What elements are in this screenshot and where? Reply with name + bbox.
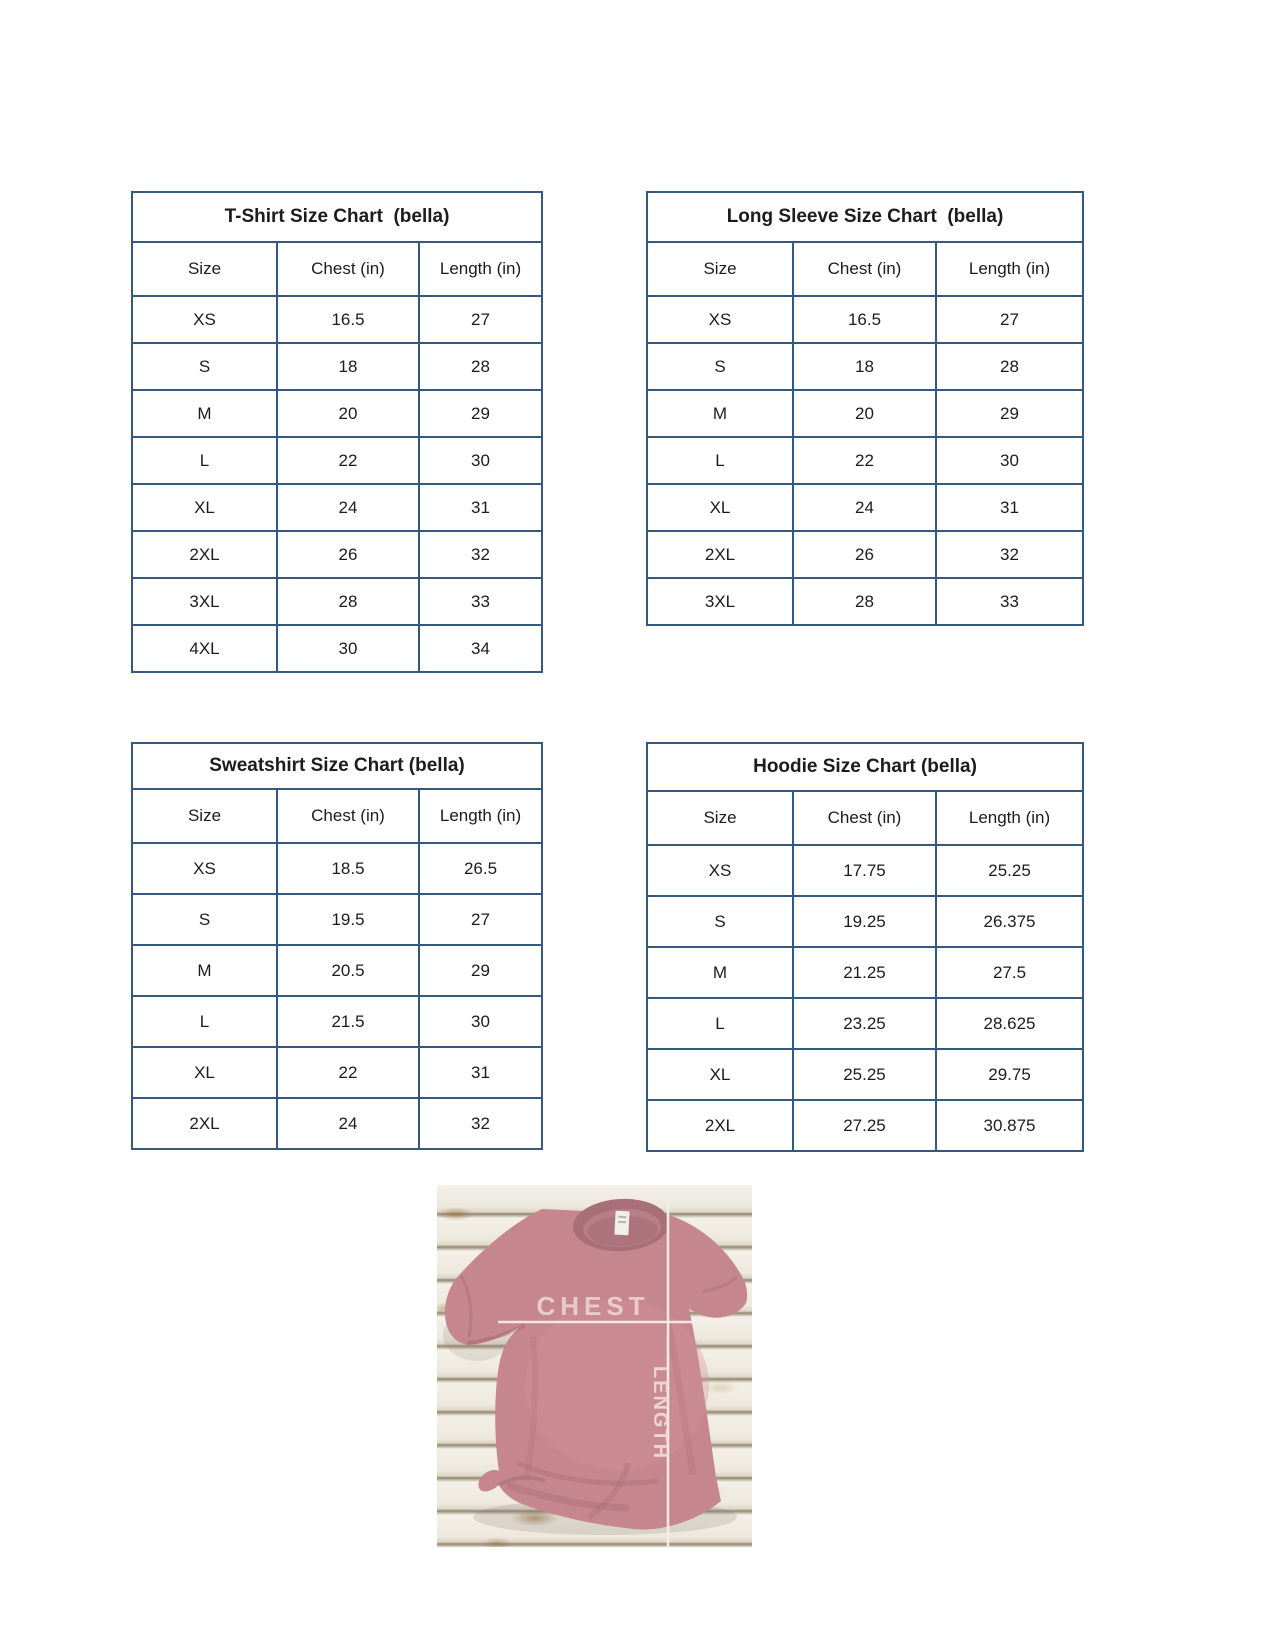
chest-cell: 21.25: [793, 947, 936, 998]
length-cell: 29: [419, 390, 542, 437]
size-cell: 2XL: [647, 1100, 793, 1151]
table-row: [132, 343, 542, 390]
chest-cell: 23.25: [793, 998, 936, 1049]
size-cell: L: [647, 998, 793, 1049]
column-header: Length (in): [936, 791, 1083, 845]
chest-cell: 24: [277, 1098, 419, 1149]
length-cell: 25.25: [936, 845, 1083, 896]
table-row: [647, 1100, 1083, 1151]
chest-cell: 28: [793, 578, 936, 625]
table-row: [132, 625, 542, 672]
length-cell: 31: [419, 1047, 542, 1098]
size-cell: XL: [647, 1049, 793, 1100]
tshirt-size-table: [131, 191, 543, 673]
table-row: [132, 894, 542, 945]
chest-cell: 25.25: [793, 1049, 936, 1100]
column-header: Length (in): [419, 789, 542, 843]
chest-cell: 30: [277, 625, 419, 672]
size-cell: 3XL: [647, 578, 793, 625]
table-row: [647, 437, 1083, 484]
product-photo: [437, 1185, 752, 1547]
size-cell: S: [647, 343, 793, 390]
table-title: Hoodie Size Chart (bella): [647, 743, 1083, 791]
size-cell: S: [132, 894, 277, 945]
table-row: [647, 296, 1083, 343]
column-header: Chest (in): [277, 789, 419, 843]
table-row: [132, 1047, 542, 1098]
length-cell: 29: [936, 390, 1083, 437]
size-cell: XS: [132, 843, 277, 894]
table-row: [647, 896, 1083, 947]
size-cell: XL: [132, 484, 277, 531]
table-row: [132, 789, 542, 843]
column-header: Size: [647, 791, 793, 845]
chest-cell: 20: [793, 390, 936, 437]
table-title: Long Sleeve Size Chart (bella): [647, 192, 1083, 242]
length-cell: 28: [936, 343, 1083, 390]
table-row: [132, 192, 542, 242]
length-cell: 33: [936, 578, 1083, 625]
column-header: Size: [132, 789, 277, 843]
column-header: Chest (in): [277, 242, 419, 296]
table-row: [132, 484, 542, 531]
length-cell: 30: [936, 437, 1083, 484]
size-cell: L: [647, 437, 793, 484]
shirt-graphic: [437, 1185, 752, 1547]
length-cell: 27: [419, 296, 542, 343]
table-row: [647, 947, 1083, 998]
column-header: Size: [647, 242, 793, 296]
table-row: [647, 791, 1083, 845]
chest-cell: 27.25: [793, 1100, 936, 1151]
length-cell: 32: [419, 1098, 542, 1149]
length-cell: 26.375: [936, 896, 1083, 947]
table-title: T-Shirt Size Chart (bella): [132, 192, 542, 242]
size-cell: M: [647, 947, 793, 998]
chest-cell: 22: [277, 1047, 419, 1098]
length-label: LENGTH: [649, 1365, 671, 1461]
longsleeve-size-table: [646, 191, 1084, 626]
sweatshirt-size-table: [131, 742, 543, 1150]
length-cell: 27.5: [936, 947, 1083, 998]
length-cell: 32: [419, 531, 542, 578]
chest-cell: 26: [277, 531, 419, 578]
table-row: [647, 242, 1083, 296]
length-cell: 31: [936, 484, 1083, 531]
table-row: [132, 578, 542, 625]
size-cell: M: [647, 390, 793, 437]
table-row: [647, 845, 1083, 896]
length-cell: 28: [419, 343, 542, 390]
size-cell: XS: [132, 296, 277, 343]
chest-cell: 20: [277, 390, 419, 437]
size-cell: S: [647, 896, 793, 947]
table-row: [647, 390, 1083, 437]
size-cell: L: [132, 437, 277, 484]
column-header: Length (in): [419, 242, 542, 296]
length-cell: 27: [419, 894, 542, 945]
chest-cell: 18.5: [277, 843, 419, 894]
table-row: [647, 578, 1083, 625]
chest-cell: 16.5: [793, 296, 936, 343]
length-cell: 33: [419, 578, 542, 625]
chest-cell: 28: [277, 578, 419, 625]
chest-cell: 21.5: [277, 996, 419, 1047]
table-row: [132, 843, 542, 894]
chest-cell: 24: [793, 484, 936, 531]
chest-cell: 22: [277, 437, 419, 484]
table-row: [132, 390, 542, 437]
table-row: [132, 1098, 542, 1149]
table-row: [132, 743, 542, 789]
length-cell: 26.5: [419, 843, 542, 894]
length-cell: 28.625: [936, 998, 1083, 1049]
table-title: Sweatshirt Size Chart (bella): [132, 743, 542, 789]
table-row: [647, 343, 1083, 390]
table-row: [132, 242, 542, 296]
care-label: [614, 1211, 629, 1236]
size-cell: XL: [647, 484, 793, 531]
chest-label: CHEST: [536, 1291, 650, 1321]
table-row: [132, 296, 542, 343]
table-row: [132, 437, 542, 484]
chest-cell: 24: [277, 484, 419, 531]
table-row: [132, 531, 542, 578]
column-header: Chest (in): [793, 791, 936, 845]
chest-cell: 20.5: [277, 945, 419, 996]
size-cell: XS: [647, 845, 793, 896]
length-cell: 29: [419, 945, 542, 996]
table-row: [647, 484, 1083, 531]
column-header: Chest (in): [793, 242, 936, 296]
column-header: Length (in): [936, 242, 1083, 296]
length-cell: 27: [936, 296, 1083, 343]
length-cell: 31: [419, 484, 542, 531]
size-cell: 2XL: [647, 531, 793, 578]
chest-cell: 19.5: [277, 894, 419, 945]
column-header: Size: [132, 242, 277, 296]
length-cell: 30: [419, 437, 542, 484]
chest-cell: 16.5: [277, 296, 419, 343]
table-row: [647, 743, 1083, 791]
chest-cell: 26: [793, 531, 936, 578]
size-cell: XS: [647, 296, 793, 343]
length-cell: 32: [936, 531, 1083, 578]
length-cell: 30.875: [936, 1100, 1083, 1151]
chest-cell: 18: [277, 343, 419, 390]
size-cell: 2XL: [132, 1098, 277, 1149]
chest-cell: 19.25: [793, 896, 936, 947]
chest-cell: 17.75: [793, 845, 936, 896]
table-row: [647, 531, 1083, 578]
chest-cell: 22: [793, 437, 936, 484]
size-cell: L: [132, 996, 277, 1047]
length-cell: 34: [419, 625, 542, 672]
chest-cell: 18: [793, 343, 936, 390]
size-cell: XL: [132, 1047, 277, 1098]
table-row: [647, 998, 1083, 1049]
table-row: [647, 1049, 1083, 1100]
length-cell: 29.75: [936, 1049, 1083, 1100]
length-cell: 30: [419, 996, 542, 1047]
hoodie-size-table: [646, 742, 1084, 1152]
size-cell: 4XL: [132, 625, 277, 672]
size-cell: S: [132, 343, 277, 390]
size-cell: 3XL: [132, 578, 277, 625]
size-cell: M: [132, 390, 277, 437]
size-cell: 2XL: [132, 531, 277, 578]
table-row: [132, 996, 542, 1047]
table-row: [132, 945, 542, 996]
table-row: [647, 192, 1083, 242]
size-cell: M: [132, 945, 277, 996]
